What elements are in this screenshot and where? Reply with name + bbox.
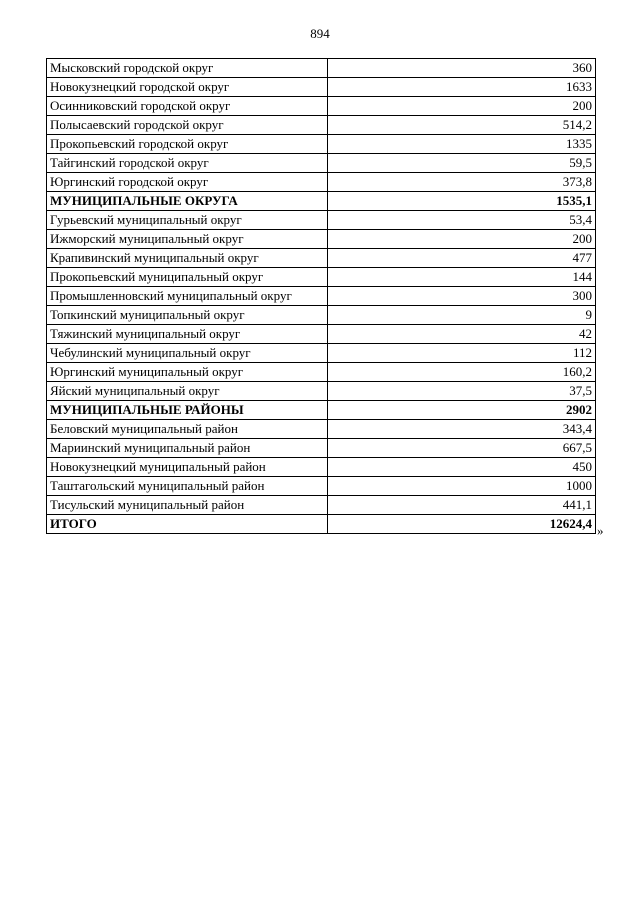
row-name-cell: Крапивинский муниципальный округ — [47, 249, 328, 268]
row-name-cell: Полысаевский городской округ — [47, 116, 328, 135]
row-value-cell: 12624,4 — [328, 515, 596, 534]
row-value-cell: 160,2 — [328, 363, 596, 382]
row-value-cell: 59,5 — [328, 154, 596, 173]
row-value-cell: 2902 — [328, 401, 596, 420]
row-value-cell: 1335 — [328, 135, 596, 154]
row-value-cell: 53,4 — [328, 211, 596, 230]
table-summary-row — [47, 515, 596, 534]
row-name-cell: Топкинский муниципальный округ — [47, 306, 328, 325]
row-value-cell: 373,8 — [328, 173, 596, 192]
row-value-cell: 1633 — [328, 78, 596, 97]
row-name-cell: Новокузнецкий муниципальный район — [47, 458, 328, 477]
row-name-cell: МУНИЦИПАЛЬНЫЕ РАЙОНЫ — [47, 401, 328, 420]
row-value-cell: 441,1 — [328, 496, 596, 515]
table-row — [47, 306, 596, 325]
row-value-cell: 343,4 — [328, 420, 596, 439]
row-value-cell: 200 — [328, 230, 596, 249]
row-name-cell: Тайгинский городской округ — [47, 154, 328, 173]
row-value-cell: 144 — [328, 268, 596, 287]
row-value-cell: 1535,1 — [328, 192, 596, 211]
table-row — [47, 154, 596, 173]
table-row — [47, 382, 596, 401]
row-value-cell: 514,2 — [328, 116, 596, 135]
table-row — [47, 439, 596, 458]
table-row — [47, 173, 596, 192]
table-row — [47, 420, 596, 439]
row-name-cell: Юргинский муниципальный округ — [47, 363, 328, 382]
table-row — [47, 59, 596, 78]
row-value-cell: 1000 — [328, 477, 596, 496]
table-row — [47, 325, 596, 344]
row-name-cell: Промышленновский муниципальный округ — [47, 287, 328, 306]
table-row — [47, 477, 596, 496]
row-name-cell: Осинниковский городской округ — [47, 97, 328, 116]
row-name-cell: Юргинский городской округ — [47, 173, 328, 192]
table-row — [47, 249, 596, 268]
row-name-cell: Мариинский муниципальный район — [47, 439, 328, 458]
table-row — [47, 363, 596, 382]
row-name-cell: Беловский муниципальный район — [47, 420, 328, 439]
row-name-cell: Чебулинский муниципальный округ — [47, 344, 328, 363]
row-value-cell: 300 — [328, 287, 596, 306]
page-number: 894 — [310, 26, 330, 41]
row-value-cell: 667,5 — [328, 439, 596, 458]
row-name-cell: Яйский муниципальный округ — [47, 382, 328, 401]
table-row — [47, 268, 596, 287]
table-row — [47, 287, 596, 306]
table-row — [47, 135, 596, 154]
allocation-table — [46, 58, 596, 534]
table-row — [47, 344, 596, 363]
table-summary-row — [47, 192, 596, 211]
row-value-cell: 200 — [328, 97, 596, 116]
row-name-cell: МУНИЦИПАЛЬНЫЕ ОКРУГА — [47, 192, 328, 211]
table-row — [47, 97, 596, 116]
row-value-cell: 37,5 — [328, 382, 596, 401]
table-row — [47, 78, 596, 97]
table-row — [47, 116, 596, 135]
table-body — [47, 59, 596, 534]
table-summary-row — [47, 401, 596, 420]
row-name-cell: Прокопьевский городской округ — [47, 135, 328, 154]
row-value-cell: 9 — [328, 306, 596, 325]
row-value-cell: 112 — [328, 344, 596, 363]
row-name-cell: Мысковский городской округ — [47, 59, 328, 78]
row-value-cell: 42 — [328, 325, 596, 344]
row-value-cell: 477 — [328, 249, 596, 268]
table-row — [47, 458, 596, 477]
row-name-cell: Новокузнецкий городской округ — [47, 78, 328, 97]
row-name-cell: Гурьевский муниципальный округ — [47, 211, 328, 230]
row-name-cell: Тяжинский муниципальный округ — [47, 325, 328, 344]
row-value-cell: 360 — [328, 59, 596, 78]
row-name-cell: Прокопьевский муниципальный округ — [47, 268, 328, 287]
row-value-cell: 450 — [328, 458, 596, 477]
closing-quote: » — [597, 523, 604, 538]
row-name-cell: Ижморский муниципальный округ — [47, 230, 328, 249]
row-name-cell: Таштагольский муниципальный район — [47, 477, 328, 496]
row-name-cell: ИТОГО — [47, 515, 328, 534]
table-row — [47, 230, 596, 249]
row-name-cell: Тисульский муниципальный район — [47, 496, 328, 515]
table-row — [47, 211, 596, 230]
table-row — [47, 496, 596, 515]
